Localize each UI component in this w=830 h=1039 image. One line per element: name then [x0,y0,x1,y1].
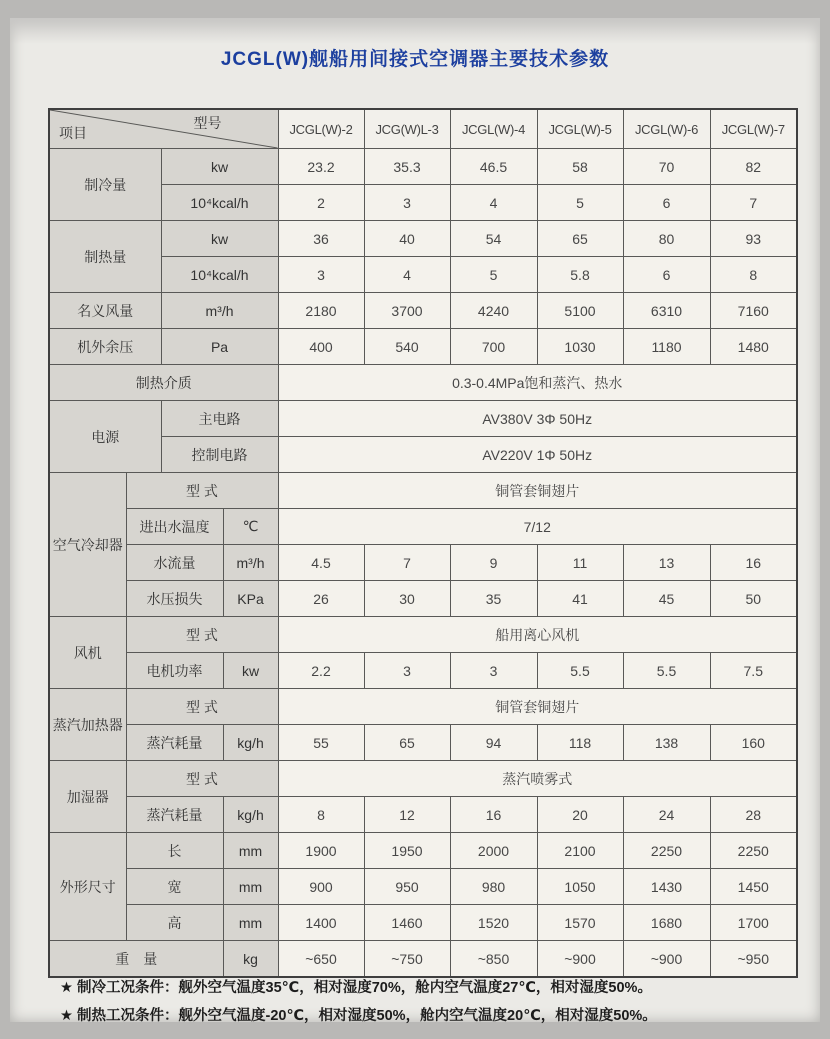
value-cell: 2250 [710,833,797,869]
value-cell: 16 [710,545,797,581]
value-cell: 1180 [623,329,710,365]
value-cell: 65 [364,725,450,761]
table-row [49,509,797,545]
value-cell: ~850 [450,941,537,978]
value-cell: ~650 [278,941,364,978]
value-cell: 7.5 [710,653,797,689]
sub-label-cell: 蒸汽耗量 [126,797,223,833]
corner-header-cell [49,109,278,149]
value-cell: 540 [364,329,450,365]
table-row [49,581,797,617]
value-cell: 700 [450,329,537,365]
model-header-cell: JCGL(W)-7 [710,109,797,149]
value-cell: 5 [450,257,537,293]
value-cell: 1700 [710,905,797,941]
group-label-cell: 电源 [49,401,161,473]
unit-cell: kw [161,149,278,185]
value-cell: 7 [364,545,450,581]
value-cell: 30 [364,581,450,617]
value-cell: 46.5 [450,149,537,185]
value-cell: 3 [364,653,450,689]
value-cell: 4240 [450,293,537,329]
table-row [49,473,797,509]
value-cell: 138 [623,725,710,761]
model-header-cell: JCGL(W)-5 [537,109,623,149]
table-row [49,185,797,221]
value-cell: 93 [710,221,797,257]
value-cell: 2180 [278,293,364,329]
value-cell: 2250 [623,833,710,869]
value-cell: 26 [278,581,364,617]
value-cell: 82 [710,149,797,185]
unit-cell: mm [223,833,278,869]
value-cell: 35.3 [364,149,450,185]
unit-cell: m³/h [223,545,278,581]
value-cell: 980 [450,869,537,905]
sub-label-cell: 型 式 [126,689,278,725]
table-row [49,221,797,257]
table-row [49,869,797,905]
group-label-cell: 外形尺寸 [49,833,126,941]
value-cell: 160 [710,725,797,761]
spec-table [48,108,798,978]
value-cell: 2100 [537,833,623,869]
unit-cell: mm [223,869,278,905]
value-cell: 94 [450,725,537,761]
value-cell: 12 [364,797,450,833]
value-cell: 5.8 [537,257,623,293]
table-row [49,905,797,941]
value-cell: 50 [710,581,797,617]
value-cell: 3 [364,185,450,221]
value-cell: 1480 [710,329,797,365]
sub-label-cell: 型 式 [126,617,278,653]
value-cell: 16 [450,797,537,833]
table-row [49,437,797,473]
value-cell: 13 [623,545,710,581]
value-cell: 1950 [364,833,450,869]
value-cell: 2 [278,185,364,221]
value-cell: 3700 [364,293,450,329]
unit-cell: kg/h [223,725,278,761]
sub-label-cell: 主电路 [161,401,278,437]
value-cell: ~900 [623,941,710,978]
unit-cell: Pa [161,329,278,365]
sub-label-cell: 电机功率 [126,653,223,689]
page-title: JCGL(W)舰船用间接式空调器主要技术参数 [220,49,610,70]
value-cell: 54 [450,221,537,257]
table-row [49,545,797,581]
group-label-cell: 加湿器 [49,761,126,833]
sub-label-cell: 型 式 [126,761,278,797]
value-cell: 24 [623,797,710,833]
footnote-heating-condition: ★ 制热工况条件：舰外空气温度-20℃，相对湿度50%，舱内空气温度20℃，相对湿度50%。 [60,1008,657,1024]
value-cell: 7160 [710,293,797,329]
unit-cell: kg/h [223,797,278,833]
value-cell: 55 [278,725,364,761]
corner-item-label: 项目 [59,125,87,141]
corner-model-label: 型号 [193,115,222,131]
merged-value-cell: 铜管套铜翅片 [278,689,797,725]
merged-value-cell: 蒸汽喷雾式 [278,761,797,797]
table-row [49,653,797,689]
group-label-cell: 蒸汽加热器 [49,689,126,761]
group-label-cell: 风机 [49,617,126,689]
value-cell: 6 [623,257,710,293]
sub-label-cell: 宽 [126,869,223,905]
value-cell: 1430 [623,869,710,905]
value-cell: 9 [450,545,537,581]
value-cell: 1050 [537,869,623,905]
table-row [49,617,797,653]
sub-label-cell: 控制电路 [161,437,278,473]
value-cell: 8 [278,797,364,833]
unit-cell: mm [223,905,278,941]
value-cell: ~900 [537,941,623,978]
table-body [49,149,797,978]
sub-label-cell: 水压损失 [126,581,223,617]
table-row [49,149,797,185]
value-cell: 1030 [537,329,623,365]
unit-cell: kg [223,941,278,978]
group-label-cell: 机外余压 [49,329,161,365]
footnote-cooling-condition: ★ 制冷工况条件：舰外空气温度35℃，相对湿度70%，舱内空气温度27℃，相对湿度50%。 [60,980,652,996]
value-cell: 28 [710,797,797,833]
value-cell: 58 [537,149,623,185]
model-header-cell: JCG(W)L-3 [364,109,450,149]
value-cell: 5.5 [537,653,623,689]
value-cell: 1680 [623,905,710,941]
value-cell: 950 [364,869,450,905]
sub-label-cell: 高 [126,905,223,941]
group-label-cell: 名义风量 [49,293,161,329]
value-cell: 6 [623,185,710,221]
value-cell: 70 [623,149,710,185]
unit-cell: 10⁴kcal/h [161,185,278,221]
footnotes [60,974,800,1030]
value-cell: 8 [710,257,797,293]
sub-label-cell: 进出水温度 [126,509,223,545]
merged-value-cell: 7/12 [278,509,797,545]
value-cell: 40 [364,221,450,257]
value-cell: 45 [623,581,710,617]
sub-label-cell: 型 式 [126,473,278,509]
table-row [49,257,797,293]
model-header-cell: JCGL(W)-6 [623,109,710,149]
table-row [49,401,797,437]
group-label-cell: 制热介质 [49,365,278,401]
table-row [49,365,797,401]
value-cell: 1400 [278,905,364,941]
unit-cell: ℃ [223,509,278,545]
value-cell: 23.2 [278,149,364,185]
value-cell: 20 [537,797,623,833]
value-cell: 7 [710,185,797,221]
model-header-cell: JCGL(W)-4 [450,109,537,149]
group-label-cell: 重 量 [49,941,223,978]
value-cell: 1520 [450,905,537,941]
value-cell: 400 [278,329,364,365]
value-cell: 11 [537,545,623,581]
value-cell: 3 [450,653,537,689]
value-cell: 6310 [623,293,710,329]
merged-value-cell: 铜管套铜翅片 [278,473,797,509]
value-cell: 118 [537,725,623,761]
value-cell: 41 [537,581,623,617]
value-cell: 1570 [537,905,623,941]
value-cell: 2.2 [278,653,364,689]
value-cell: 5100 [537,293,623,329]
value-cell: 900 [278,869,364,905]
value-cell: 1450 [710,869,797,905]
group-label-cell: 空气冷却器 [49,473,126,617]
merged-value-cell: AV380V 3Φ 50Hz [278,401,797,437]
group-label-cell: 制冷量 [49,149,161,221]
table-row [49,329,797,365]
unit-cell: kw [223,653,278,689]
value-cell: 36 [278,221,364,257]
merged-value-cell: 船用离心风机 [278,617,797,653]
value-cell: 5 [537,185,623,221]
value-cell: 5.5 [623,653,710,689]
unit-cell: m³/h [161,293,278,329]
header-row [49,109,797,149]
table-row [49,293,797,329]
table-row [49,761,797,797]
value-cell: 4.5 [278,545,364,581]
value-cell: 35 [450,581,537,617]
sub-label-cell: 蒸汽耗量 [126,725,223,761]
unit-cell: kw [161,221,278,257]
value-cell: 4 [364,257,450,293]
merged-value-cell: AV220V 1Φ 50Hz [278,437,797,473]
value-cell: 2000 [450,833,537,869]
value-cell: 1900 [278,833,364,869]
sub-label-cell: 水流量 [126,545,223,581]
value-cell: 3 [278,257,364,293]
group-label-cell: 制热量 [49,221,161,293]
value-cell: ~750 [364,941,450,978]
unit-cell: 10⁴kcal/h [161,257,278,293]
value-cell: 4 [450,185,537,221]
model-header-cell: JCGL(W)-2 [278,109,364,149]
table-row [49,833,797,869]
table-row [49,797,797,833]
value-cell: 80 [623,221,710,257]
table-row [49,941,797,978]
table-row [49,689,797,725]
value-cell: ~950 [710,941,797,978]
sub-label-cell: 长 [126,833,223,869]
value-cell: 1460 [364,905,450,941]
value-cell: 65 [537,221,623,257]
table-header [49,109,797,149]
unit-cell: KPa [223,581,278,617]
table-row [49,725,797,761]
merged-value-cell: 0.3-0.4MPa饱和蒸汽、热水 [278,365,797,401]
